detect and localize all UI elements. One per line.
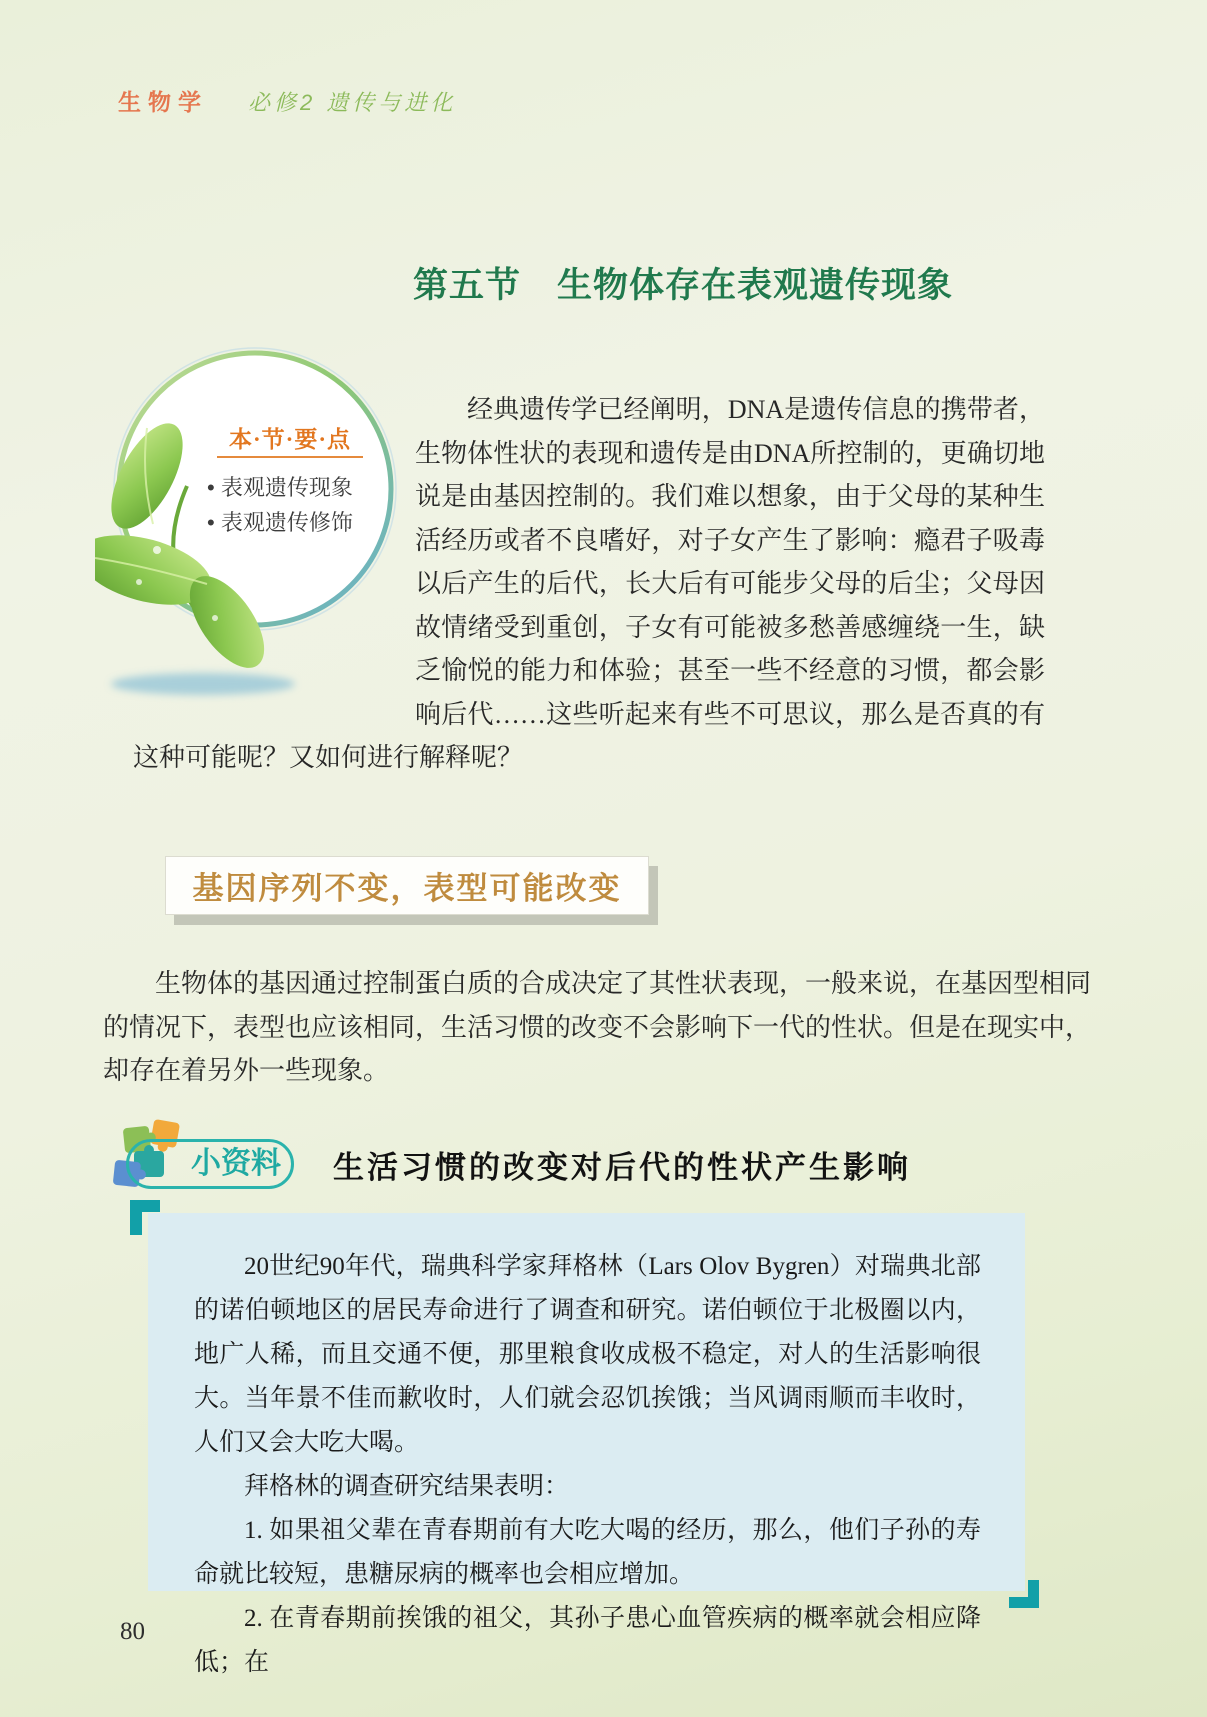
key-points-heading: 本·节·要·点 <box>228 427 351 452</box>
module-label: 必修2 遗传与进化 <box>248 90 457 115</box>
info-badge-label: 小资料 <box>191 1147 281 1180</box>
running-head <box>118 84 456 117</box>
info-badge-pill <box>126 1139 294 1189</box>
page-number: 80 <box>120 1618 145 1645</box>
intro-section <box>133 388 1045 780</box>
key-points-list <box>207 470 353 540</box>
key-point-item: • 表观遗传现象 <box>207 470 353 505</box>
info-box <box>148 1213 1025 1676</box>
section-heading-text: 基因序列不变，表型可能改变 <box>192 871 622 906</box>
page-title: 第五节 生物体存在表观遗传现象 <box>413 266 954 305</box>
info-box-paragraph: 2. 在青春期前挨饿的祖父，其孙子患心血管疾病的概率就会相应降低；在 <box>194 1605 981 1676</box>
key-point-item: • 表观遗传修饰 <box>207 505 353 540</box>
info-box-title: 生活习惯的改变对后代的性状产生影响 <box>333 1150 911 1185</box>
intro-paragraph: 经典遗传学已经阐明，DNA是遗传信息的携带者，生物体性状的表现和遗传是由DNA所控制的，更确切地说是由基因控制的。我们难以想象，由于父母的某种生活经历或者不良嗜好，对子女产生了影响：瘾君子吸毒以后产生的后代，长大后有可能步父母的后尘；父母因故情绪受到重创，子女有可能被多愁善感缠绕一生，缺乏愉悦的能力和体验；甚至一些不经意的习惯，都会影响后代……这些听起来有些不可思议，那么是否真的有这种可能呢？又如何进行解释呢？ <box>133 395 1045 772</box>
subject-label: 生物学 <box>118 89 208 115</box>
key-points-underline <box>217 456 363 458</box>
info-box-paragraph: 拜格林的调查研究结果表明： <box>244 1473 570 1500</box>
section-paragraph: 生物体的基因通过控制蛋白质的合成决定了其性状表现，一般来说，在基因型相同的情况下，表型也应该相同，生活习惯的改变不会影响下一代的性状。但是在现实中，却存在着另外一些现象。 <box>103 969 1092 1085</box>
key-points-badge <box>133 388 415 733</box>
info-box-paragraph: 20世纪90年代，瑞典科学家拜格林（Lars Olov Bygren）对瑞典北部的诺伯顿地区的居民寿命进行了调查和研究。诺伯顿位于北极圈以内，地广人稀，而且交通不便，那里粮食收成极不稳定，对人的生活影响很大。当年景不佳而歉收时，人们就会忍饥挨饿；当风调雨顺而丰收时，人们又会大吃大喝。 <box>194 1253 981 1456</box>
info-box-paragraph: 1. 如果祖父辈在青春期前有大吃大喝的经历，那么，他们子孙的寿命就比较短，患糖尿病的概率也会相应增加。 <box>194 1517 981 1588</box>
section-heading-box <box>165 856 649 915</box>
